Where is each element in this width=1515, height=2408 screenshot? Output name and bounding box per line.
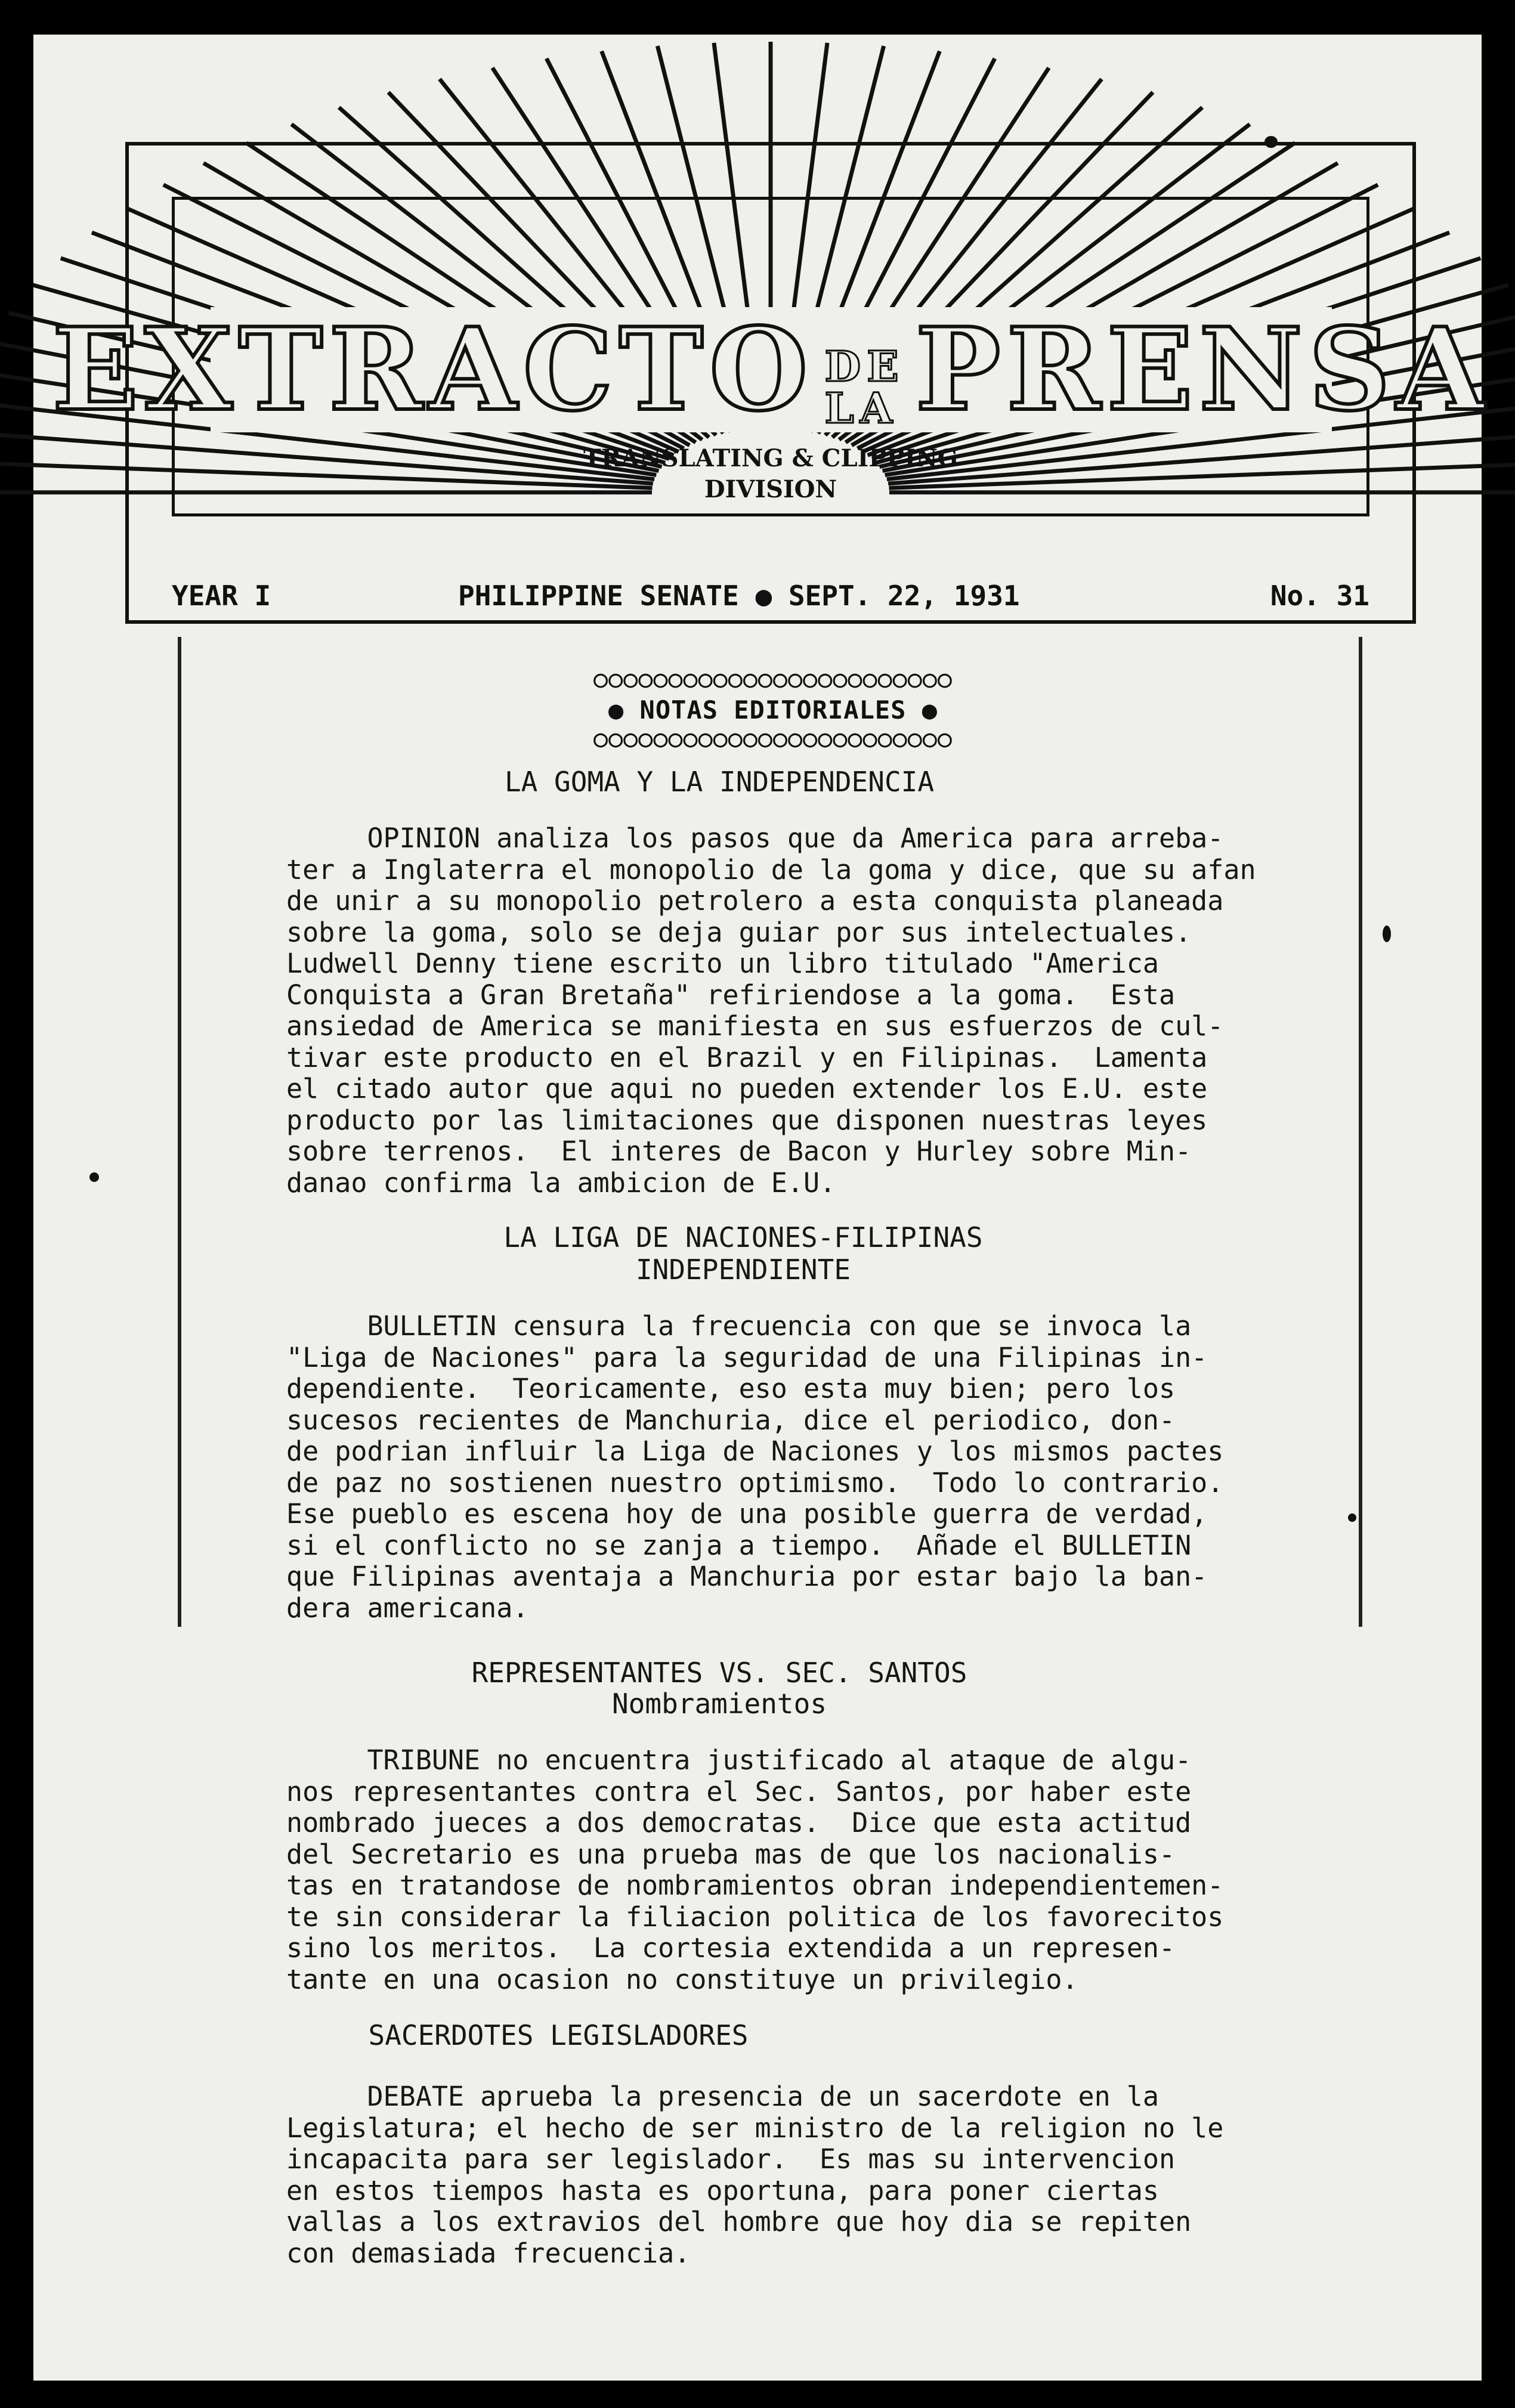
article-1-body: OPINION analiza los pasos que da America para arreba- ter a Inglaterra el monopolio de la goma y dice, que su afan de unir a su monopolio petrolero a esta conquista planeada sobre la goma, solo se deja guiar por sus intelectuales. Ludwell Denny tiene escrito un libro titulado "America Conquista a Gran Bretaña" refiriendose a la goma. Esta ansiedad de America se manifiesta en sus esfuerzos de cul- tivar este producto en el Brazil y en Filipinas. Lamenta el citado autor que aqui no pueden extender los E.U. este producto por las limitaciones que disponen nuestras leyes sobre terrenos. El interes de Bacon y Hurley sobre Min- danao confirma la ambicion de E.U. — [286, 822, 1256, 1199]
scan-speck — [89, 1172, 99, 1182]
section-heading-box — [511, 666, 1035, 761]
article-1-title: LA GOMA Y LA INDEPENDENCIA — [504, 766, 935, 798]
newsletter-page — [33, 35, 1491, 2381]
issue-dateline: PHILIPPINE SENATE ● SEPT. 22, 1931 — [458, 580, 1020, 612]
right-column-rule — [1359, 637, 1362, 1627]
article-1-header — [260, 766, 1179, 807]
article-3-body: TRIBUNE no encuentra justificado al ataque de algu- nos representantes contra el Sec. Santos, por haber este nombrado jueces a dos democratas. Dice que esta actitud del Secretario es una prueba mas de que los nacionalis- tas en tratandose de nombramientos obran independientemen- te sin considerar la filiacion politica de los favorecitos sino los meritos. La cortesia extendida a un represen- tante en una ocasion no constituye un privilegio. — [286, 1744, 1224, 1995]
article-2-title: LA LIGA DE NACIONES-FILIPINAS — [503, 1221, 983, 1253]
article-2-subtitle: INDEPENDIENTE — [635, 1253, 851, 1286]
scan-speck — [1383, 926, 1391, 942]
issue-year: YEAR I — [172, 580, 271, 612]
issue-number: No. 31 — [1270, 580, 1369, 612]
article-3-title: REPRESENTANTES VS. SEC. SANTOS — [471, 1657, 967, 1689]
masthead-title — [52, 303, 1491, 436]
masthead-word-prensa: PRENSA — [915, 303, 1491, 436]
section-border-top: ○○○○○○○○○○○○○○○○○○○○○○○○ — [593, 666, 953, 693]
article-2-header — [260, 1221, 1226, 1293]
scan-speck — [1264, 136, 1278, 148]
masthead-frame — [52, 142, 1491, 624]
division-name: TRANSLATING & CLIPPING — [583, 444, 958, 472]
division-label: DIVISION — [704, 475, 837, 503]
masthead-word-extracto: EXTRACTO — [52, 303, 814, 436]
article-4-body: DEBATE aprueba la presencia de un sacerdote en la Legislatura; el hecho de ser ministro de la religion no le incapacita para ser legislador. Es mas su intervencion en estos tiempos hasta es oportuna, para poner ciertas vallas a los extravios del hombre que hoy dia se repiten con demasiada frecuencia. — [286, 2081, 1224, 2269]
article-4-header — [260, 2019, 857, 2061]
scan-speck — [1348, 1513, 1356, 1522]
article-3-header — [260, 1657, 1179, 1728]
masthead-banner — [52, 197, 1491, 516]
section-border-bottom: ○○○○○○○○○○○○○○○○○○○○○○○○ — [593, 725, 953, 753]
article-4-title: SACERDOTES LEGISLADORES — [368, 2019, 749, 2051]
article-2-body: BULLETIN censura la frecuencia con que se invoca la "Liga de Naciones" para la seguridad de una Filipinas in- dependiente. Teoricamente, eso esta muy bien; pero los sucesos recientes de Manchuria, dice el periodico, don- de podrian influir la Liga de Naciones y los mismos pactes de paz no sostienen nuestro optimismo. Todo lo contrario. Ese pueblo es escena hoy de una posible guerra de verdad, si el conflicto no se zanja a tiempo. Añade el BULLETIN que Filipinas aventaja a Manchuria por estar bajo la ban- dera americana. — [286, 1310, 1224, 1624]
left-column-rule — [178, 637, 181, 1627]
section-heading: ● NOTAS EDITORIALES ● — [608, 695, 938, 725]
article-3-subtitle: Nombramientos — [611, 1688, 827, 1720]
masthead-word-de-la: DE LA — [824, 342, 905, 433]
